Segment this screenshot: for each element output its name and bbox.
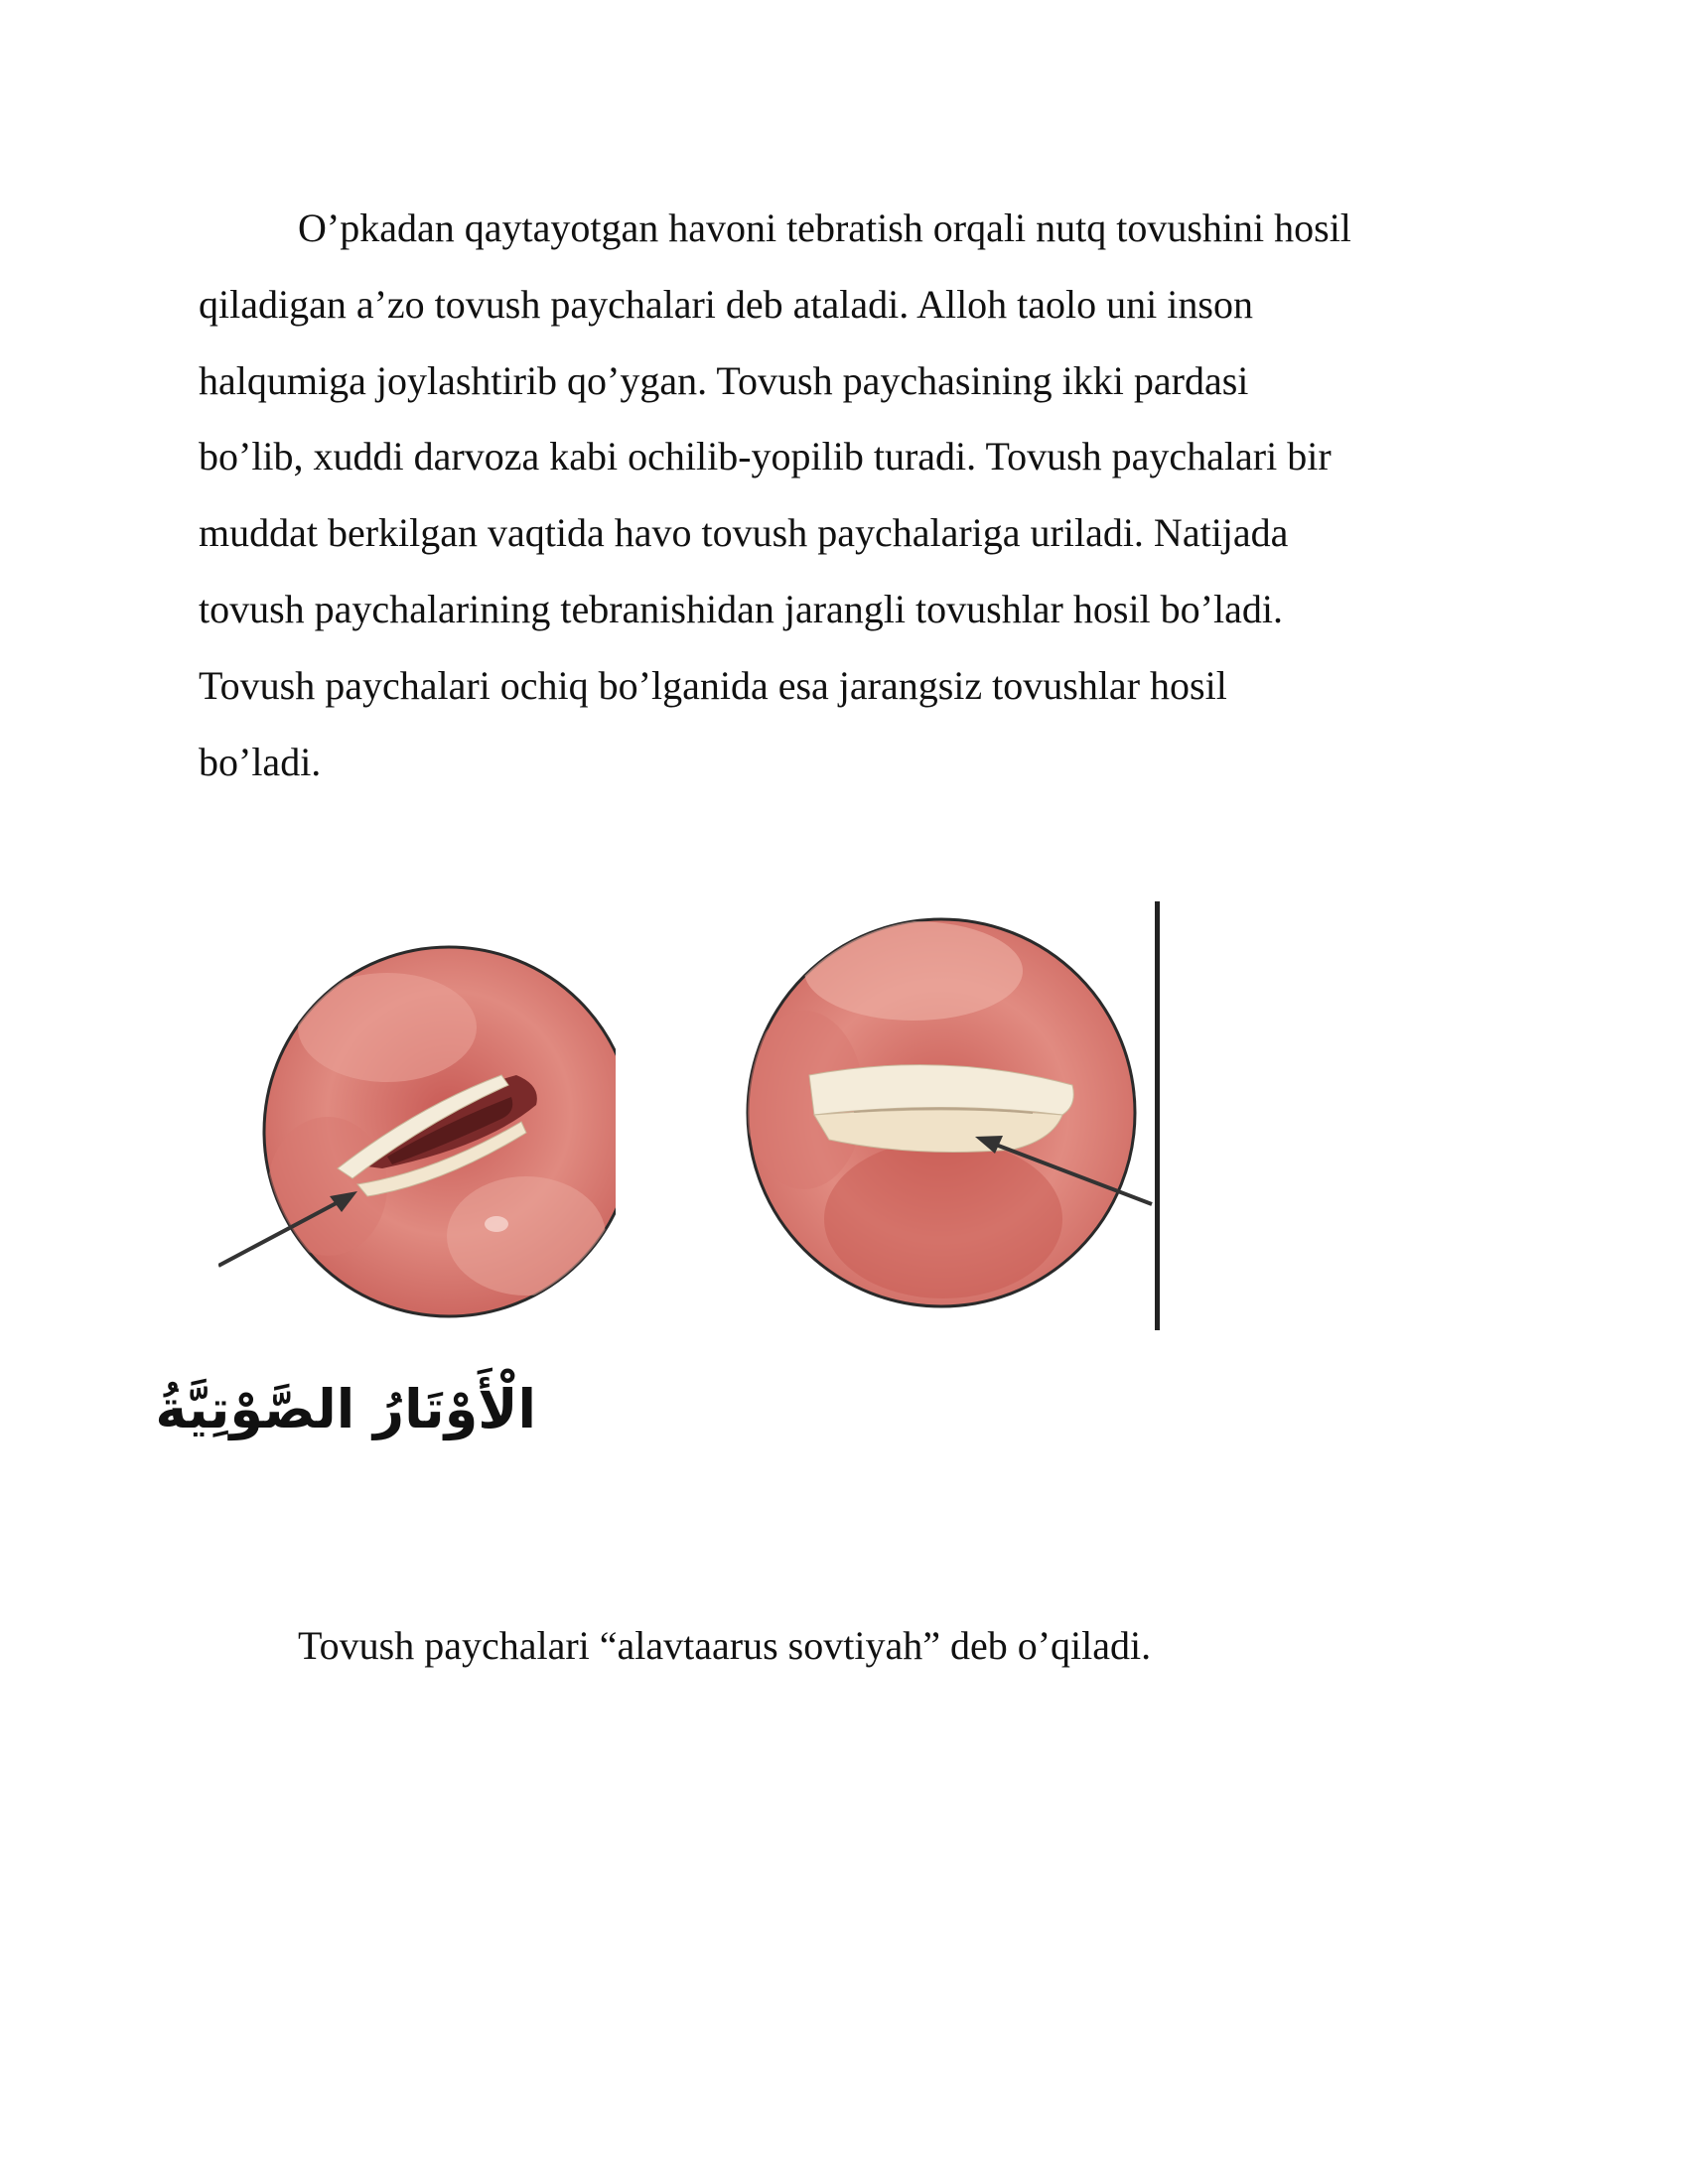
open-vocal-cords-illustration	[218, 908, 616, 1330]
paragraph-line: bo’ladi.	[199, 739, 322, 784]
closed-vocal-cords-figure	[715, 901, 1162, 1330]
paragraph-line: bo’lib, xuddi darvoza kabi ochilib-yopilib turadi. Tovush paychalari bir	[199, 434, 1332, 479]
main-paragraph	[199, 191, 1489, 800]
paragraph-line: O’pkadan qaytayotgan havoni tebratish orqali nutq tovushini hosil	[298, 205, 1351, 250]
arabic-caption: الْأَوْتَارُ الصَّوْتِيَّةُ	[155, 1378, 536, 1440]
paragraph-line: Tovush paychalari ochiq bo’lganida esa jarangsiz tovushlar hosil	[199, 662, 1227, 708]
paragraph-line: muddat berkilgan vaqtida havo tovush paychalariga uriladi. Natijada	[199, 510, 1289, 556]
closed-vocal-cords-illustration	[715, 901, 1162, 1330]
open-vocal-cords-figure	[218, 908, 616, 1330]
paragraph-line: qiladigan a’zo tovush paychalari deb ataladi. Alloh taolo uni inson	[199, 281, 1253, 327]
pronunciation-note: Tovush paychalari “alavtaarus sovtiyah” deb o’qiladi.	[298, 1623, 1152, 1668]
paragraph-line: halqumiga joylashtirib qo’ygan. Tovush paychasining ikki pardasi	[199, 357, 1249, 403]
paragraph-line: tovush paychalarining tebranishidan jarangli tovushlar hosil bo’ladi.	[199, 586, 1283, 631]
